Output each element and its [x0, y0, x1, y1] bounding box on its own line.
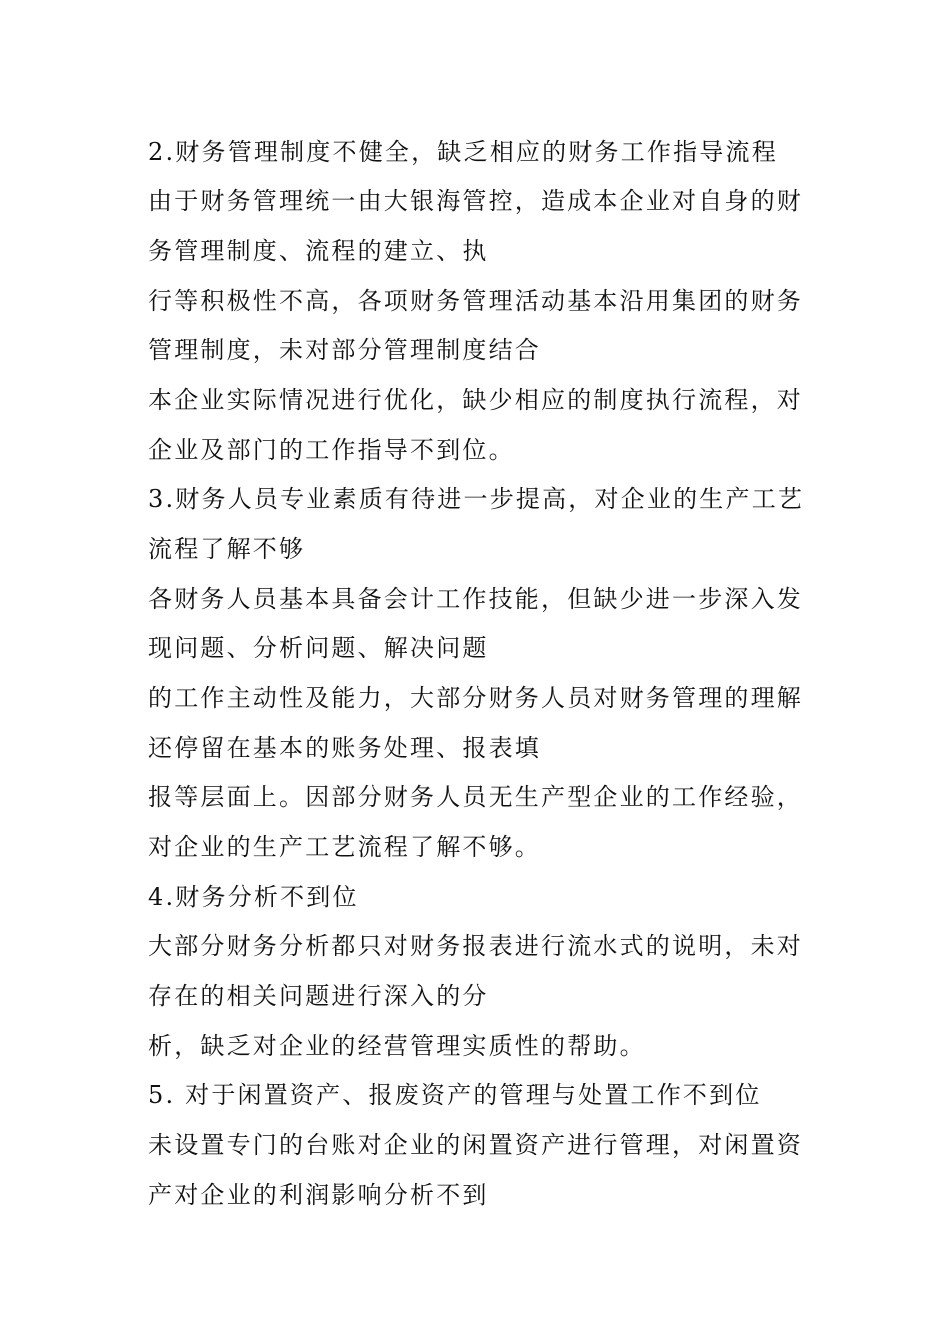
text-line: 本企业实际情况进行优化，缺少相应的制度执行流程，对 — [148, 386, 803, 414]
text-line: 3.财务人员专业素质有待进一步提高，对企业的生产工艺 — [148, 485, 805, 513]
text-line: 还停留在基本的账务处理、报表填 — [148, 734, 541, 762]
text-line: 管理制度，未对部分管理制度结合 — [148, 336, 541, 364]
text-line: 的工作主动性及能力，大部分财务人员对财务管理的理解 — [148, 684, 803, 712]
text-line: 行等积极性不高，各项财务管理活动基本沿用集团的财务 — [148, 287, 803, 315]
text-line: 4.财务分析不到位 — [148, 883, 359, 911]
text-line: 务管理制度、流程的建立、执 — [148, 237, 489, 265]
text-line: 大部分财务分析都只对财务报表进行流水式的说明，未对 — [148, 932, 803, 960]
text-line: 析，缺乏对企业的经营管理实质性的帮助。 — [148, 1032, 646, 1060]
text-line: 各财务人员基本具备会计工作技能，但缺少进一步深入发 — [148, 585, 803, 613]
text-line: 由于财务管理统一由大银海管控，造成本企业对自身的财 — [148, 187, 803, 215]
text-line: 5. 对于闲置资产、报废资产的管理与处置工作不到位 — [148, 1081, 762, 1109]
text-line: 报等层面上。因部分财务人员无生产型企业的工作经验， — [148, 783, 803, 811]
text-line: 现问题、分析问题、解决问题 — [148, 634, 489, 662]
text-line: 企业及部门的工作指导不到位。 — [148, 436, 515, 464]
text-line: 对企业的生产工艺流程了解不够。 — [148, 833, 541, 861]
text-line: 产对企业的利润影响分析不到 — [148, 1181, 489, 1209]
text-line: 存在的相关问题进行深入的分 — [148, 982, 489, 1010]
text-line: 2.财务管理制度不健全，缺乏相应的财务工作指导流程 — [148, 138, 778, 166]
text-line: 未设置专门的台账对企业的闲置资产进行管理，对闲置资 — [148, 1131, 803, 1159]
text-line: 流程了解不够 — [148, 535, 306, 563]
